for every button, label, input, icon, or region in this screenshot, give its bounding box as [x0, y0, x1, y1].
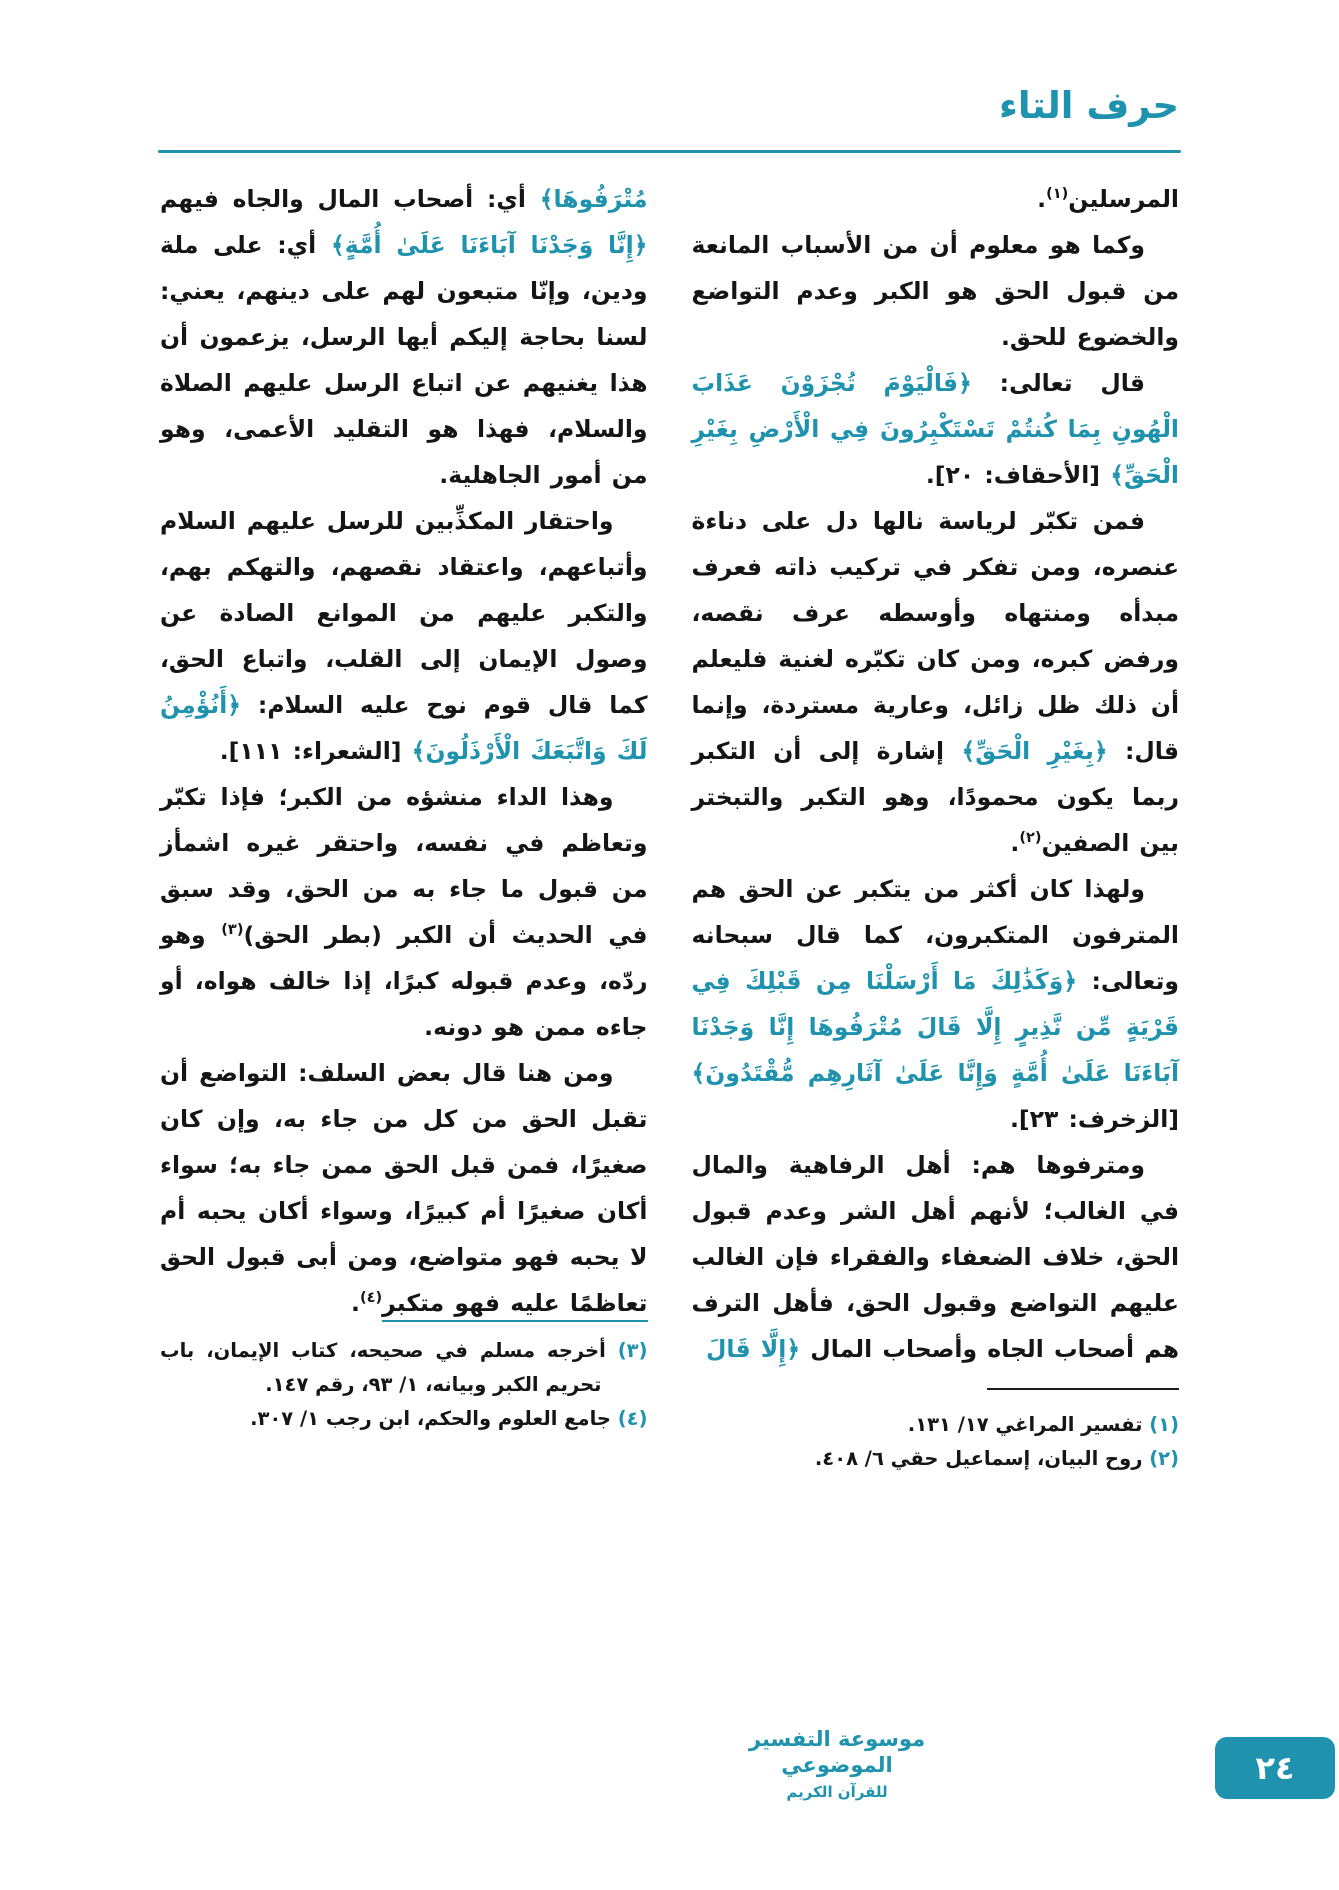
- text-run: وكما هو معلوم أن من الأسباب المانعة من قبول الحق هو الكبر وعدم التواضع والخضوع للحق.: [691, 231, 1179, 351]
- footnotes-right: [692, 1408, 1180, 1476]
- footnote-text: جامع العلوم والحكم، ابن رجب ١/ ٣٠٧.: [250, 1407, 618, 1430]
- footnote-number: (١): [1149, 1413, 1179, 1436]
- text-run: واحتقار المكذِّبين للرسل عليهم السلام وأتباعهم، واعتقاد نقصهم، والتهكم بهم، والتكبر عليهم من الموانع الصادة عن وصول الإيمان إلى القلب، واتباع الحق، كما قال قوم نوح عليه السلام:: [160, 507, 648, 719]
- quran-verse: ﴿إِنَّا وَجَدْنَا آبَاءَنَا عَلَىٰ أُمَّةٍ﴾: [330, 231, 648, 259]
- publisher-logo-subtitle: للقرآن الكريم: [786, 1782, 888, 1801]
- paragraph: [160, 176, 648, 498]
- footnote-marker: (٤): [359, 1289, 383, 1307]
- paragraph: [692, 176, 1180, 222]
- text-run: [الزخرف: ٢٣].: [1009, 1105, 1179, 1133]
- text-run: ولهذا كان أكثر من يتكبر عن الحق هم المترفون المتكبرون، كما قال سبحانه وتعالى:: [691, 875, 1180, 995]
- text-run: ومن هنا قال بعض السلف: التواضع أن تقبل الحق من كل من جاء به، وإن كان صغيرًا، فمن قبل الحق ممن جاء به؛ سواء أكان صغيرًا أم كبيرًا، وسواء أكان يحبه أم لا يحبه فهو متواضع، ومن أبى قبول الحق: [160, 1059, 648, 1271]
- header-rule: [158, 150, 1181, 153]
- text-run: قال تعالى:: [971, 369, 1145, 397]
- paragraph: [692, 222, 1180, 360]
- footnote-marker: (٢): [1019, 829, 1042, 847]
- text-run: المرسلين: [1068, 185, 1179, 213]
- text-run: فمن تكبّر لرياسة نالها دل على دناءة عنصره، ومن تفكر في تركيب ذاته فعرف مبدأه ومنتهاه وأوسطه عرف نقصه، ورفض كبره، ومن كان تكبّره لغنية فليعلم أن ذلك ظل زائل، وعارية مستردة، وإنما قال:: [691, 507, 1179, 765]
- footnote-number: (٤): [617, 1407, 648, 1430]
- paragraph: [692, 498, 1180, 866]
- chapter-title: حرف التاء: [998, 84, 1179, 127]
- text-run: أي: أصحاب المال والجاه فيهم: [160, 185, 540, 213]
- footnote-number: (٣): [617, 1339, 648, 1362]
- underlined-run: تعاظمًا عليه فهو متكبر: [382, 1289, 647, 1322]
- text-run: [الشعراء: ١١١].: [219, 737, 412, 765]
- paragraph: [692, 360, 1180, 498]
- publisher-logo-title: موسوعة التفسير الموضوعي: [748, 1727, 926, 1778]
- text-run: .: [1010, 829, 1020, 857]
- paragraph: [160, 498, 648, 774]
- footnote-text: أخرجه مسلم في صحيحه، كتاب الإيمان، باب تحريم الكبر وبيانه، ١/ ٩٣، رقم ١٤٧.: [160, 1339, 618, 1396]
- footnote-text: تفسير المراغي ١٧/ ١٣١.: [907, 1413, 1150, 1436]
- paragraph: [692, 1142, 1180, 1372]
- footnote: [692, 1442, 1180, 1476]
- publisher-logo: [742, 1726, 932, 1801]
- footnote-number: (٢): [1149, 1447, 1179, 1470]
- quran-verse: ﴿بِغَيْرِ الْحَقِّ﴾: [961, 737, 1108, 765]
- page-number-badge: [1215, 1737, 1335, 1799]
- paragraph: [160, 774, 648, 1050]
- text-run: [الأحقاف: ٢٠].: [925, 461, 1111, 489]
- text-run: أي: على ملة ودين، وإنّا متبعون لهم على دينهم، يعني: لسنا بحاجة إليكم أيها الرسل، يزعمون أن هذا يغنيهم عن اتباع الرسل عليهم الصلاة والسلام، فهذا هو التقليد الأعمى، وهو من أمور الجاهلية.: [160, 231, 648, 489]
- footnote: [692, 1408, 1180, 1442]
- footnote-marker: (١): [1046, 185, 1069, 203]
- quran-verse: ﴿أَنُؤْمِنُ لَكَ وَاتَّبَعَكَ الْأَرْذَلُونَ﴾: [160, 691, 648, 765]
- quran-verse: ﴿وَكَذَٰلِكَ مَا أَرْسَلْنَا مِن قَبْلِكَ فِي قَرْيَةٍ مِّن نَّذِيرٍ إِلَّا قَالَ مُتْرَفُوهَا إِنَّا وَجَدْنَا آبَاءَنَا عَلَىٰ أُمَّةٍ وَإِنَّا عَلَىٰ آثَارِهِم مُّقْتَدُونَ﴾: [691, 967, 1179, 1087]
- paragraph: [160, 1050, 648, 1326]
- text-run: .: [351, 1289, 360, 1317]
- text-column-right: [692, 176, 1180, 1476]
- paragraphs-right: [692, 176, 1180, 1372]
- footnote: [160, 1334, 648, 1402]
- paragraph: [692, 866, 1180, 1142]
- quran-verse: ﴿إِلَّا قَالَ: [706, 1335, 801, 1363]
- footnotes-left: [160, 1334, 648, 1436]
- text-run: ): [243, 921, 255, 949]
- text-run: ومترفوها هم: أهل الرفاهية والمال في الغالب؛ لأنهم أهل الشر وعدم قبول الحق، خلاف الضعفاء والفقراء فإن الغالب عليهم التواضع وقبول الحق، فأهل الترف هم أصحاب الجاه وأصحاب المال: [691, 1151, 1179, 1363]
- page-number: ٢٤: [1255, 1749, 1295, 1787]
- footnote: [160, 1402, 648, 1436]
- text-column-left: [160, 176, 648, 1476]
- footnote-text: روح البيان، إسماعيل حقي ٦/ ٤٠٨.: [814, 1447, 1150, 1470]
- bold-run: بطر الحق: [254, 921, 372, 949]
- text-run: .: [1037, 185, 1047, 213]
- text-run: إشارة إلى أن التكبر ربما يكون محمودًا، وهو التكبر والتبختر بين الصفين: [691, 737, 1179, 857]
- paragraphs-left: [160, 176, 648, 1326]
- quran-verse: مُتْرَفُوهَا﴾: [539, 185, 648, 213]
- page-content: [160, 176, 1179, 1476]
- quran-verse: ﴿فَالْيَوْمَ تُجْزَوْنَ عَذَابَ الْهُونِ بِمَا كُنتُمْ تَسْتَكْبِرُونَ فِي الْأَرْضِ بِغَيْرِ الْحَقِّ﴾: [691, 369, 1179, 489]
- text-run: وهذا الداء منشؤه من الكبر؛ فإذا تكبّر وتعاظم في نفسه، واحتقر غيره اشمأز من قبول ما جاء به من الحق، وقد سبق في الحديث أن الكبر (: [160, 783, 648, 949]
- footnote-marker: (٣): [221, 921, 244, 939]
- footnote-separator: [987, 1388, 1179, 1390]
- text-run: وهو ردّه، وعدم قبوله كبرًا، إذا خالف هواه، أو جاءه ممن هو دونه.: [160, 921, 648, 1041]
